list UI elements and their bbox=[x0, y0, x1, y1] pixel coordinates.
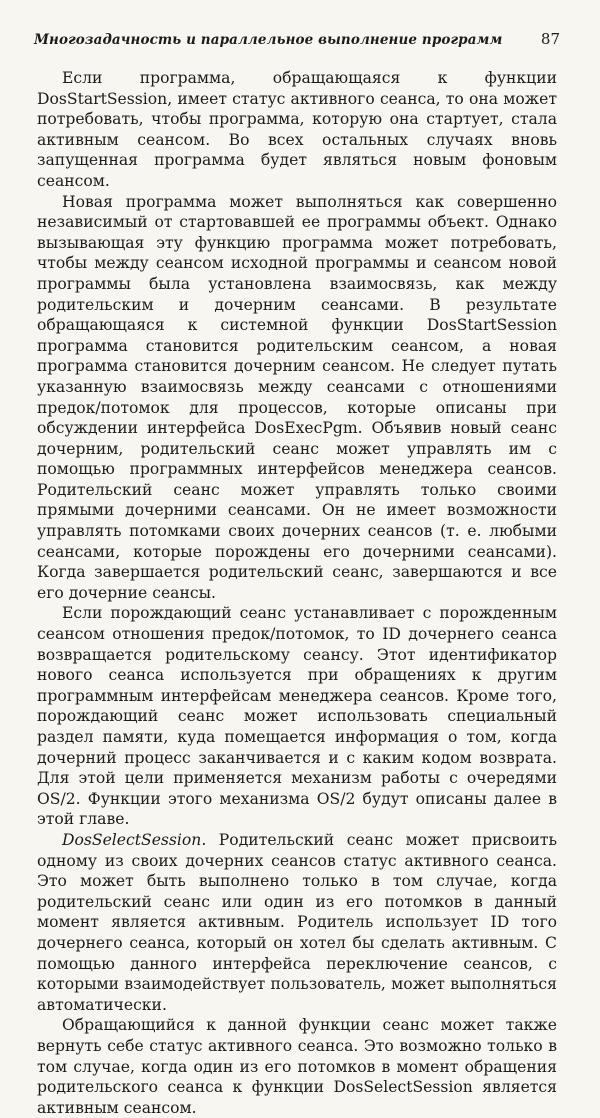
paragraph bbox=[37, 830, 557, 1015]
page-header bbox=[34, 30, 570, 52]
paragraph: Если программа, обращающаяся к функции DosStartSession, имеет статус активного сеанса, то она может потребовать, чтобы программа, которую она стартует, стала активным сеансом. Во всех остальных случаях вновь запущенная программа будет являться новым фоновым сеансом. bbox=[37, 69, 557, 190]
body-text bbox=[37, 68, 557, 1118]
function-name-term: DosSelectSession. bbox=[62, 830, 207, 849]
paragraph: Обращающийся к данной функции сеанс может также вернуть себе статус активного сеанса. Это возможно только в том случае, когда один из его потомков в момент обращения родительского сеанса к функции DosSelectSession является активным сеансом. bbox=[37, 1016, 557, 1117]
paragraph: Если порождающий сеанс устанавливает с порожденным сеансом отношения предок/потомок, то ID дочернего сеанса возвращается родительскому сеансу. Этот идентификатор нового сеанса используется при обращениях к другим программным интерфейсам менеджера сеансов. Кроме того, порождающий сеанс может использовать специальный раздел памяти, куда помещается информация о том, когда дочерний процесс заканчивается и с каким кодом возврата. Для этой цели применяется механизм работы с очередями OS/2. Функции этого механизма OS/2 будут описаны далее в этой главе. bbox=[37, 604, 557, 829]
paragraph: Новая программа может выполняться как совершенно независимый от стартовавшей ее программы объект. Однако вызывающая эту функцию программа может потребовать, чтобы между сеансом исходной программы и сеансом новой программы была установлена взаимосвязь, как между родительским и дочерним сеансами. В результате обращающаяся к системной функции DosStartSession программа становится родительским сеансом, а новая программа становится дочерним сеансом. Не следует путать указанную взаимосвязь между сеансами с отношениями предок/потомок для процессов, которые описаны при обсуждении интерфейса DosExecPgm. Объявив новый сеанс дочерним, родительский сеанс может управлять им с помощью программных интерфейсов менеджера сеансов. Родительский сеанс может управлять только своими прямыми дочерними сеансами. Он не имеет возможности управлять потомками своих дочерних сеансов (т. е. любыми сеансами, которые порождены его дочерними сеансами). Когда завершается родительский сеанс, завершаются и все его дочерние сеансы. bbox=[37, 192, 557, 602]
paragraph-text: Родительский сеанс может присвоить одному из своих дочерних сеансов статус активного сеанса. Это может быть выполнено только в том случае, когда родительский сеанс или один из его потомков в данный момент является активным. Родитель использует ID того дочернего сеанса, который он хотел бы сделать активным. С помощью данного интерфейса переключение сеансов, с которыми взаимодействует пользователь, может выполняться автоматически. bbox=[37, 830, 557, 1014]
page-number: 87 bbox=[540, 30, 560, 48]
running-title: Многозадачность и параллельное выполнение программ bbox=[34, 32, 503, 48]
